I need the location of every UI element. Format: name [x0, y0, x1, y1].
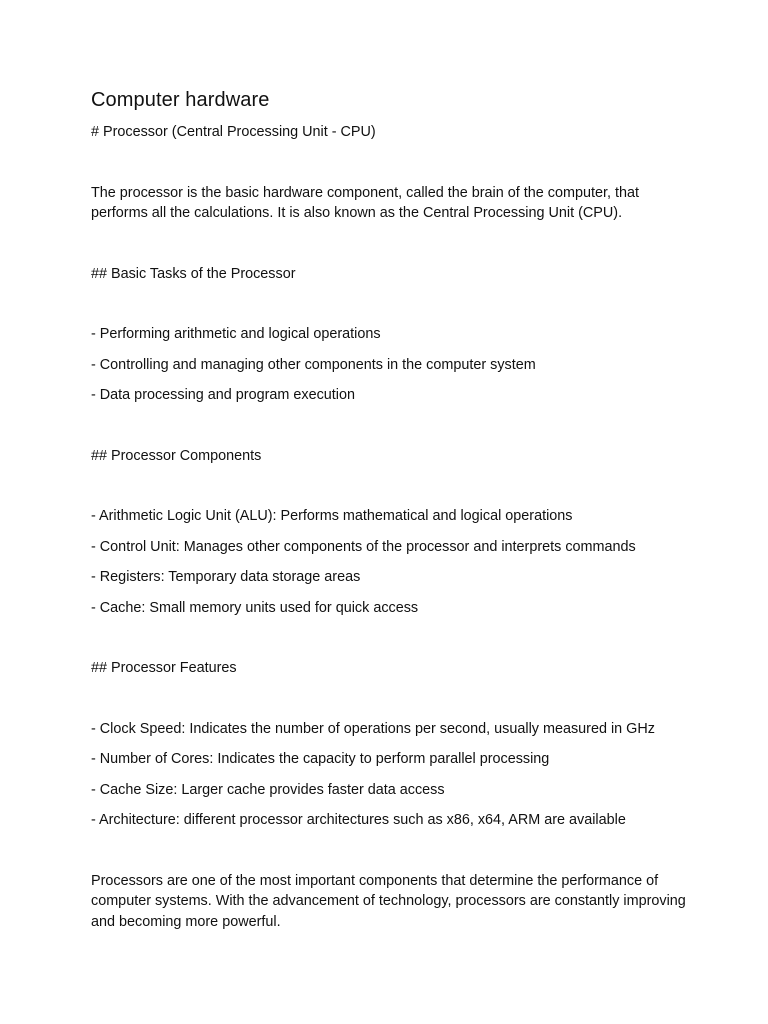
intro-paragraph: The processor is the basic hardware component, called the brain of the computer, that performs all the calculations. It is also known as the Central Processing Unit (CPU).: [91, 184, 639, 221]
list-item: - Arithmetic Logic Unit (ALU): Performs mathematical and logical operations: [91, 508, 573, 524]
section-heading-basic-tasks: ## Basic Tasks of the Processor: [91, 265, 296, 282]
list-item: - Number of Cores: Indicates the capacity to perform parallel processing: [91, 751, 550, 767]
list-item: - Clock Speed: Indicates the number of operations per second, usually measured in GHz: [91, 720, 655, 737]
list-item: - Cache Size: Larger cache provides faster data access: [91, 781, 445, 798]
document-page: [91, 86, 691, 932]
list-item: - Control Unit: Manages other components of the processor and interprets commands: [91, 538, 636, 555]
section-heading-processor: # Processor (Central Processing Unit - CPU): [91, 124, 376, 140]
document-title: Computer hardware: [91, 89, 270, 111]
list-item: - Cache: Small memory units used for quick access: [91, 599, 419, 616]
section-heading-components: ## Processor Components: [91, 447, 262, 464]
list-item: - Controlling and managing other components in the computer system: [91, 356, 536, 373]
list-item: - Data processing and program execution: [91, 387, 355, 403]
conclusion-paragraph: Processors are one of the most important components that determine the performance of computer systems. With the advancement of technology, processors are constantly improving and becoming more powerful.: [91, 872, 686, 930]
section-heading-features: ## Processor Features: [91, 660, 237, 676]
list-item: - Registers: Temporary data storage areas: [91, 569, 361, 585]
list-item: - Performing arithmetic and logical operations: [91, 326, 381, 342]
list-item: - Architecture: different processor architectures such as x86, x64, ARM are available: [91, 812, 626, 828]
